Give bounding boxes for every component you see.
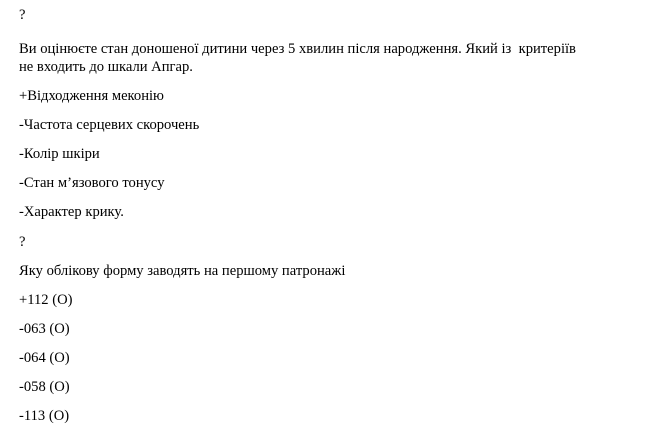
answer-option-correct: +112 (О) — [19, 292, 73, 308]
answer-option: -Стан м’язового тонусу — [19, 175, 165, 191]
answer-option: -113 (О) — [19, 408, 70, 424]
answer-option: -063 (О) — [19, 321, 70, 337]
question-marker: ? — [19, 7, 26, 23]
answer-option: -064 (О) — [19, 350, 70, 366]
question-text-line: Яку облікову форму заводять на першому патронажі — [19, 263, 346, 279]
question-text-line: Ви оцінюєте стан доношеної дитини через 5 хвилин після народження. Який із критеріїв — [19, 41, 576, 57]
answer-option: -Характер крику. — [19, 204, 124, 220]
answer-option: -058 (О) — [19, 379, 70, 395]
answer-option: -Колір шкіри — [19, 146, 100, 162]
answer-option-correct: +Відходження меконію — [19, 88, 164, 104]
answer-option: -Частота серцевих скорочень — [19, 117, 200, 133]
question-text-line: не входить до шкали Апгар. — [19, 59, 193, 75]
question-marker: ? — [19, 234, 26, 250]
